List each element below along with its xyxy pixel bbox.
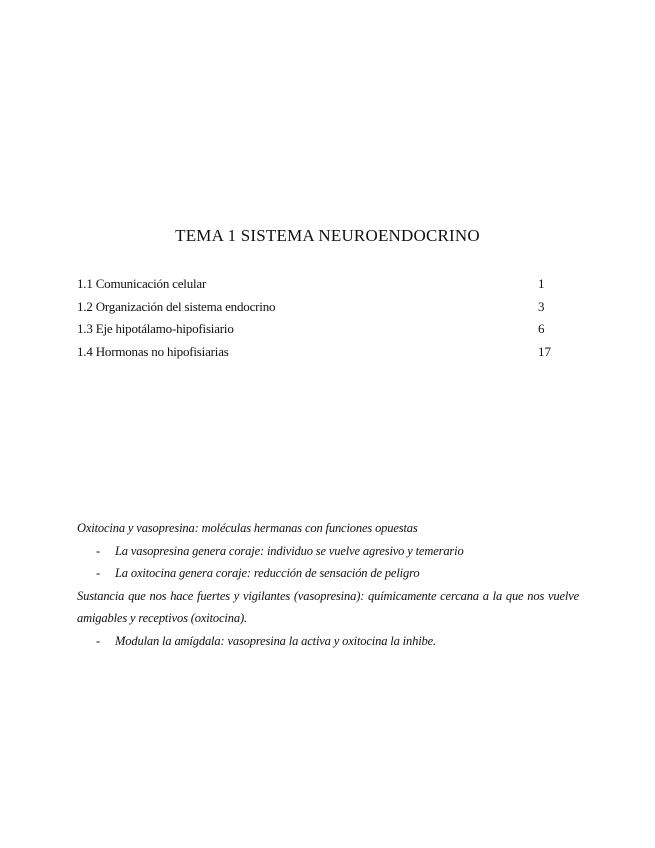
page-title: TEMA 1 SISTEMA NEUROENDOCRINO bbox=[175, 226, 480, 245]
toc-entry-label: 1.1 Comunicación celular bbox=[77, 276, 207, 291]
notes-paragraph: Sustancia que nos hace fuertes y vigilantes (vasopresina): químicamente cercana a la que nos vuelve amigables y receptivos (oxitocina). bbox=[77, 588, 579, 625]
table-of-contents bbox=[77, 275, 557, 365]
toc-entry-label: 1.3 Eje hipotálamo-hipofisiario bbox=[77, 321, 234, 336]
bullet-text: Modulan la amígdala: vasopresina la activa y oxitocina la inhibe. bbox=[115, 633, 436, 648]
bullet-item bbox=[77, 562, 579, 585]
toc-entry-page: 6 bbox=[538, 321, 545, 336]
toc-entry bbox=[77, 275, 557, 298]
toc-entry-page: 1 bbox=[538, 276, 545, 291]
toc-entry bbox=[77, 343, 557, 366]
toc-entry bbox=[77, 320, 557, 343]
toc-entry-page: 17 bbox=[538, 343, 551, 359]
toc-entry-label: 1.4 Hormonas no hipofisiarias bbox=[77, 343, 229, 359]
bullet-marker: - bbox=[96, 633, 101, 648]
toc-entry bbox=[77, 298, 557, 321]
notes-heading: Oxitocina y vasopresina: moléculas hermanas con funciones opuestas bbox=[77, 521, 418, 535]
bullet-marker: - bbox=[96, 566, 101, 580]
bullet-marker: - bbox=[96, 543, 101, 558]
notes-section bbox=[77, 517, 579, 652]
bullet-text: La oxitocina genera coraje: reducción de sensación de peligro bbox=[115, 566, 420, 580]
bullet-item bbox=[77, 630, 579, 653]
bullet-item bbox=[77, 540, 579, 563]
bullet-text: La vasopresina genera coraje: individuo se vuelve agresivo y temerario bbox=[115, 543, 464, 558]
toc-entry-label: 1.2 Organización del sistema endocrino bbox=[77, 298, 276, 314]
toc-entry-page: 3 bbox=[538, 298, 545, 314]
